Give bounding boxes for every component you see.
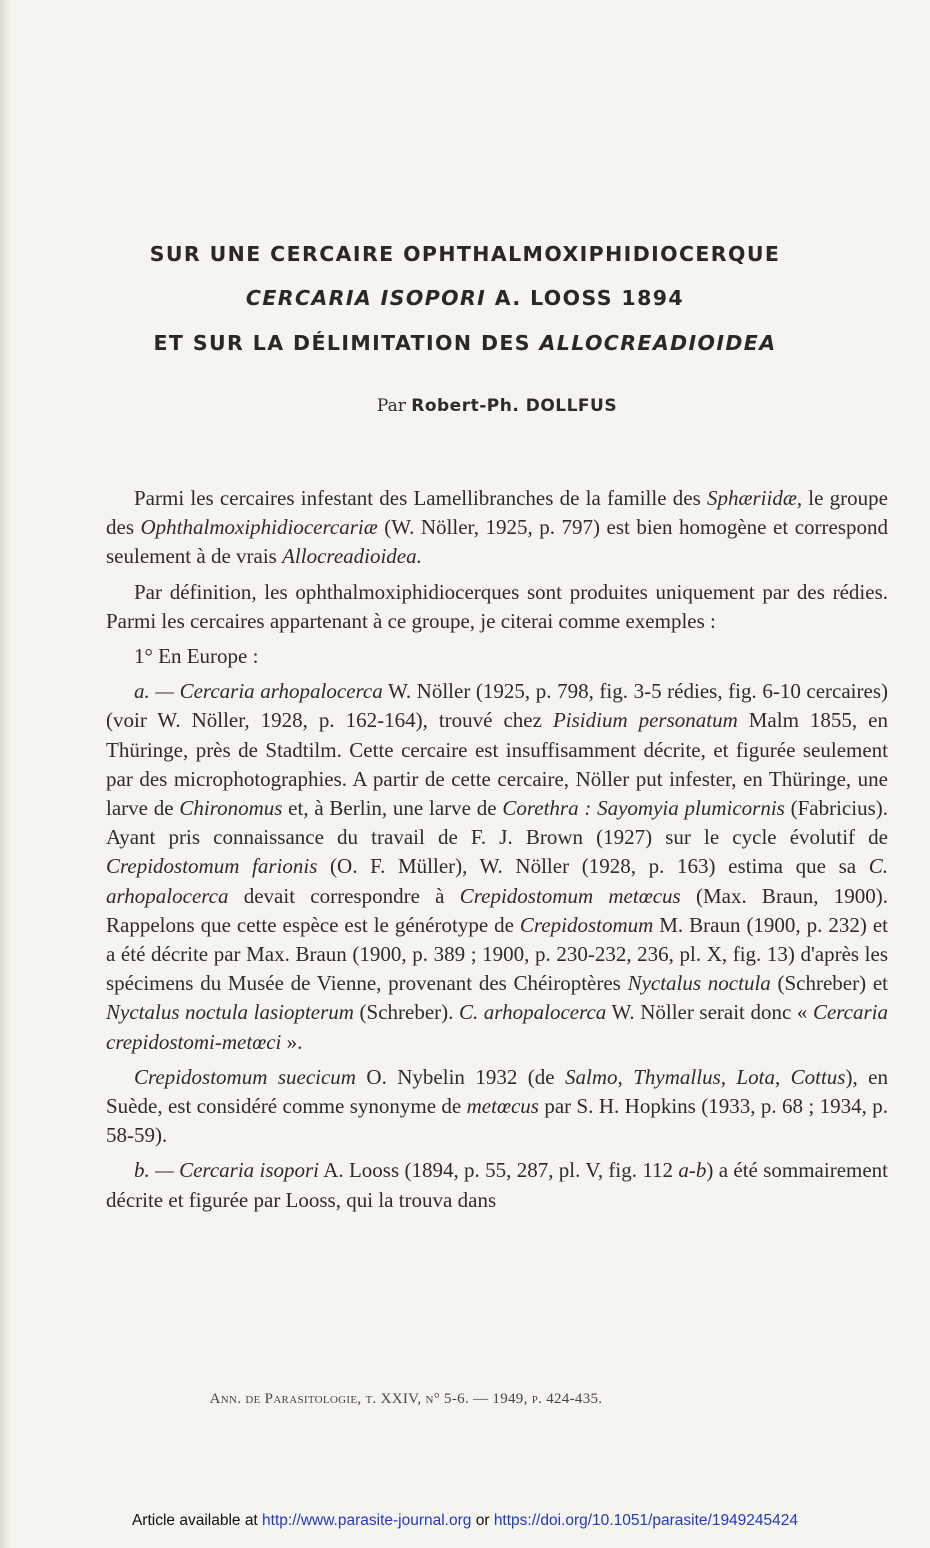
author-name: Robert-Ph. DOLLFUS (411, 396, 618, 416)
italic-text: a. — (134, 679, 180, 704)
text-run: Par définition, les ophthalmoxiphidiocerques sont produites uniquement par des rédies. Parmi les cercaires appartenant à ce groupe, je citerai comme exemples : (106, 579, 888, 633)
text-run: 1° En Europe : (134, 644, 259, 669)
text-run: W. Nöller (1925, p. 798, fig. 3-5 rédies, fig. 6-10 cercaires) (voir W. Nöller, 1928, p. 162-164), trouvé chez (106, 679, 888, 733)
italic-text: Nyctalus noctula lasiopterum (106, 1000, 354, 1025)
text-run: O. Nybelin 1932 (de (355, 1064, 566, 1089)
italic-text: Cercaria isopori (179, 1158, 320, 1183)
text-run: Malm 1855, en Thüringe, près de Stadtilm. Cette cercaire est insuffisamment décrite, et figurée seulement par des microphotographies. A partir de cette cercaire, Nöller put infester, en Thüringe, une larve de (106, 708, 888, 821)
text-run: et, à Berlin, une larve de (282, 796, 503, 821)
text-run: (Fabricius). Ayant pris connaissance du travail de F. J. Brown (1927) sur le cycle évolutif de (106, 796, 888, 850)
text-run: le groupe des (106, 486, 888, 540)
text-run: par S. H. Hopkins (1933, p. 68 ; 1934, p. 58-59). (106, 1094, 888, 1148)
text-run: A. Looss (1894, p. 55, 287, pl. V, fig. 112 (319, 1158, 679, 1183)
italic-text: Nyctalus noctula (627, 971, 771, 996)
title-line-2 (0, 286, 930, 310)
italic-text: Crepidostomum farionis (106, 854, 318, 879)
text-run: ». (281, 1029, 303, 1054)
italic-text: Cercaria crepidostomi-metœci (106, 1000, 888, 1054)
title-text-1: SUR UNE CERCAIRE OPHTHALMOXIPHIDIOCERQUE (149, 242, 781, 266)
italic-text: Salmo, Thymallus, Lota, Cottus (565, 1064, 846, 1089)
italic-text: metœcus (466, 1094, 539, 1119)
text-run: devait correspondre à (228, 883, 460, 908)
byline-prefix: Par (376, 396, 412, 416)
body-paragraph (106, 1156, 888, 1214)
availability-prefix: Article available at (131, 1512, 263, 1529)
text-run: (W. Nöller, 1925, p. 797) est bien homogène et correspond seulement à de vrais (106, 515, 888, 569)
body-paragraph (106, 484, 888, 572)
italic-text: a-b (678, 1158, 707, 1183)
body-paragraph (106, 1063, 888, 1151)
text-run: ), en Suède, est considéré comme synonyme de (106, 1064, 888, 1119)
body-paragraph (106, 677, 888, 1057)
doi-link[interactable]: https://doi.org/10.1051/parasite/1949245424 (493, 1512, 799, 1529)
italic-text: C. arhopalocerca (106, 854, 888, 908)
italic-text: Ophthalmoxiphidiocercariæ (140, 515, 378, 540)
journal-reference (0, 1391, 812, 1408)
body-paragraph (106, 578, 888, 636)
italic-text: Sphæriidæ, (706, 486, 803, 510)
title-species-name: CERCARIA ISOPORI (245, 286, 487, 310)
text-run: (O. F. Müller), W. Nöller (1928, p. 163) estima que sa (317, 854, 869, 879)
title-superfamily: ALLOCREADIOIDEA (539, 331, 777, 355)
text-run: M. Braun (1900, p. 232) et a été décrite par Max. Braun (1900, p. 389 ; 1900, p. 230-232, 236, pl. X, fig. 13) d'après les spécimens du Musée de Vienne, provenant des Chéiroptères (106, 912, 888, 996)
article-body (106, 484, 888, 1221)
text-run: (Schreber) et (770, 971, 888, 996)
title-author-year: A. LOOSS 1894 (486, 286, 685, 310)
text-run: (Schreber). (353, 1000, 459, 1025)
text-run: W. Nöller serait donc « (606, 1000, 813, 1025)
title-text-3: ET SUR LA DÉLIMITATION DES (153, 331, 540, 355)
page-edge-shadow (0, 0, 10, 1548)
text-run: (Max. Braun, 1900). Rappelons que cette espèce est le générotype de (106, 883, 888, 937)
title-line-3 (0, 331, 930, 355)
title-line-1 (0, 242, 930, 266)
italic-text: b. — (134, 1158, 180, 1183)
italic-text: Crepidostomum (519, 912, 654, 937)
italic-text: C. arhopalocerca (458, 1000, 607, 1025)
availability-or: or (471, 1512, 494, 1529)
italic-text: Allocreadioidea. (282, 544, 422, 569)
body-paragraph (106, 642, 888, 671)
availability-line (0, 1512, 930, 1530)
journal-reference-text: Ann. de Parasitologie, t. XXIV, n° 5-6. — 1949, p. 424-435. (209, 1391, 603, 1407)
italic-text: Chironomus (179, 796, 283, 821)
journal-link[interactable]: http://www.parasite-journal.org (262, 1512, 472, 1529)
italic-text: Crepidostomum metœcus (459, 883, 681, 908)
italic-text: Crepidostomum suecicum (134, 1064, 356, 1089)
italic-text: Corethra : Sayomyia plumicornis (502, 796, 785, 821)
text-run: ) a été sommairement décrite et figurée par Looss, qui la trouva dans (106, 1158, 888, 1212)
text-run: Parmi les cercaires infestant des Lamellibranches de la famille des (134, 486, 707, 510)
italic-text: Pisidium personatum (552, 708, 738, 733)
italic-text: Cercaria arhopalocerca (179, 679, 383, 704)
byline (0, 396, 930, 416)
